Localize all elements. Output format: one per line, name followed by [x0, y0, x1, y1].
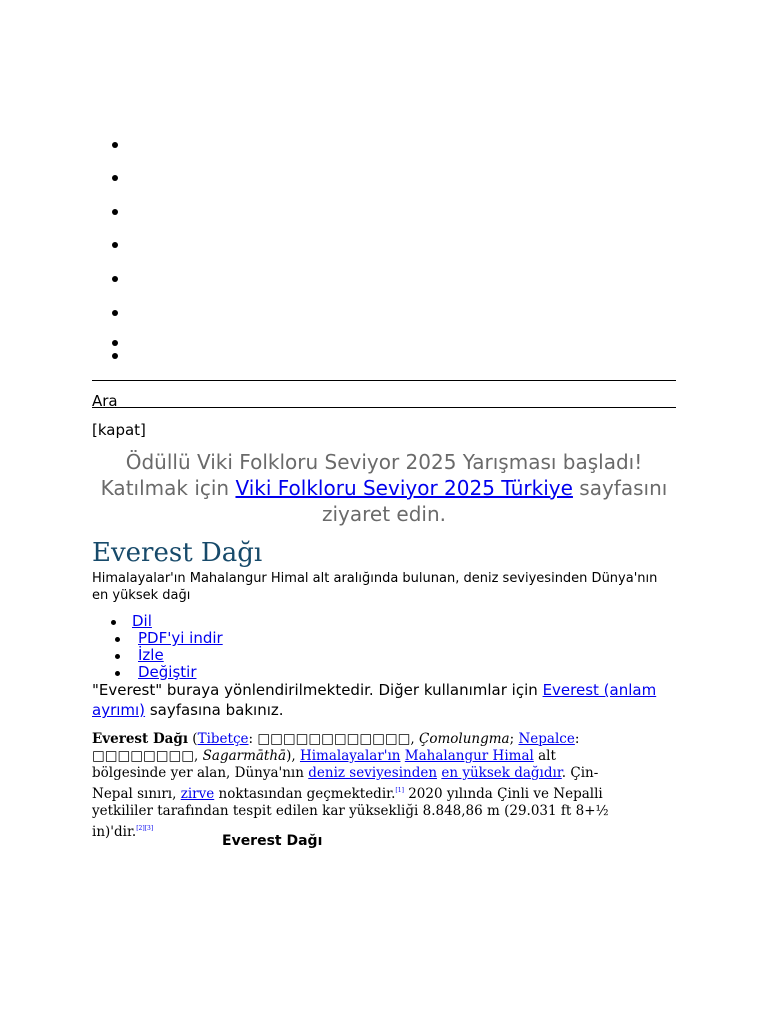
nepali-script: □□□□□□□□,	[92, 748, 199, 764]
lead-text: noktasından geçmektedir.	[218, 786, 396, 802]
close-banner-button[interactable]: [kapat]	[92, 421, 146, 439]
reference-link[interactable]: [1]	[395, 787, 404, 794]
watch-link[interactable]: İzle	[138, 646, 164, 664]
list-item	[112, 276, 118, 282]
hatnote-after: sayfasına bakınız.	[149, 701, 284, 719]
tibetan-transliteration: Çomolungma	[419, 731, 510, 747]
list-item	[112, 353, 118, 359]
list-item	[112, 242, 118, 248]
disambiguation-link[interactable]: Everest (anlam ayrımı)	[92, 681, 657, 719]
list-item	[112, 209, 118, 215]
highest-mountain-link[interactable]: en yüksek dağıdır	[441, 765, 562, 781]
list-item	[112, 175, 118, 181]
nepali-transliteration: Sagarmāthā	[202, 748, 287, 764]
lead-text: 2020 yılında Çinli ve Nepalli yetkililer tarafından tespit edilen kar yüksekliği 8.848,86 m (29.031 ft 8+½ in)'dir.	[92, 786, 609, 840]
edit-link[interactable]: Değiştir	[138, 663, 197, 681]
sea-level-link[interactable]: deniz seviyesinden	[308, 765, 438, 781]
reference-link[interactable]: [2][3]	[136, 825, 154, 832]
action-item-edit	[92, 664, 223, 681]
lead-text: (	[192, 731, 198, 747]
lead-paragraph	[92, 731, 632, 841]
search-input[interactable]	[92, 380, 676, 408]
tibetan-script: □□□□□□□□□□□□,	[257, 731, 415, 747]
lead-bold-name: Everest Dağı	[92, 731, 188, 747]
summit-link[interactable]: zirve	[180, 786, 215, 802]
lead-text: . Çin-Nepal sınırı,	[92, 765, 599, 802]
action-item-language	[92, 613, 223, 630]
hatnote-text: "Everest" buraya yönlendirilmektedir. Diğer kullanımlar için	[92, 681, 538, 699]
language-link[interactable]: Dil	[132, 612, 152, 630]
page-actions-list	[92, 613, 223, 681]
lead-text: ),	[286, 748, 296, 764]
search-label: Ara	[92, 392, 118, 410]
list-item	[112, 340, 118, 346]
lead-text: alt bölgesinde yer alan, Dünya'nın	[92, 748, 556, 781]
page-description: Himalayalar'ın Mahalangur Himal alt aralığında bulunan, deniz seviyesinden Dünya'nın en yüksek dağı	[92, 571, 658, 603]
lead-text: :	[574, 731, 580, 747]
page-title: Everest Dağı	[92, 538, 263, 568]
mahalangur-link[interactable]: Mahalangur Himal	[404, 748, 534, 764]
tibetan-link[interactable]: Tibetçe	[197, 731, 249, 747]
empty-menu-list	[0, 0, 768, 370]
banner-before-link: Katılmak için	[100, 476, 230, 500]
nepali-link[interactable]: Nepalce	[518, 731, 575, 747]
banner-contest-link[interactable]: Viki Folkloru Seviyor 2025 Türkiye	[235, 476, 573, 500]
banner-line1: Ödüllü Viki Folkloru Seviyor 2025 Yarışması başladı!	[125, 450, 643, 474]
list-item	[112, 142, 118, 148]
lead-text: ;	[509, 731, 515, 747]
himalaya-link[interactable]: Himalayalar'ın	[299, 748, 401, 764]
hatnote	[92, 680, 682, 720]
banner-after-link: sayfasını ziyaret edin.	[321, 476, 668, 526]
list-item	[112, 310, 118, 316]
action-item-pdf	[92, 630, 223, 647]
infobox-title: Everest Dağı	[222, 833, 323, 849]
site-notice-banner	[80, 449, 688, 527]
lead-text: :	[248, 731, 254, 747]
action-item-watch	[92, 647, 223, 664]
download-pdf-link[interactable]: PDF'yi indir	[138, 629, 223, 647]
